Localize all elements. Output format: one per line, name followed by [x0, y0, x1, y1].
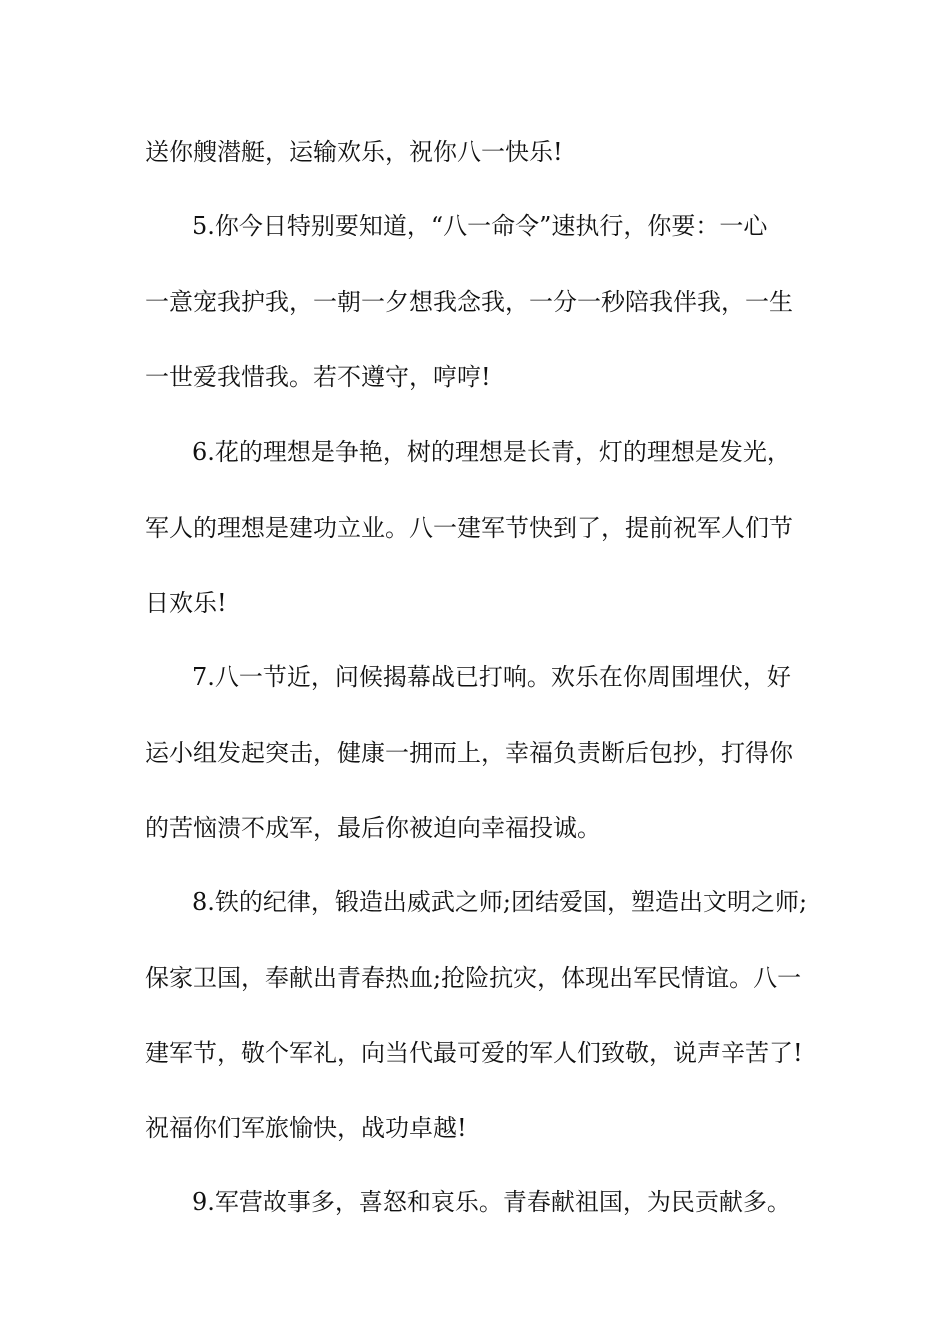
text-line: 祝福你们军旅愉快，战功卓越! [145, 1114, 467, 1142]
text-line: 运小组发起突击，健康一拥而上，幸福负责断后包抄，打得你 [145, 739, 793, 767]
text-line: 送你艘潜艇，运输欢乐，祝你八一快乐! [145, 138, 563, 166]
text-line: 建军节，敬个军礼，向当代最可爱的军人们致敬，说声辛苦了! [145, 1039, 803, 1067]
paragraph-7-start: 7.八一节近，问候揭幕战已打响。欢乐在你周围埋伏，好 [192, 663, 791, 691]
paragraph-5-start: 5.你今日特别要知道，“八一命令”速执行，你要：一心 [192, 212, 768, 240]
text-line: 的苦恼溃不成军，最后你被迫向幸福投诚。 [145, 814, 601, 842]
paragraph-6-start: 6.花的理想是争艳，树的理想是长青，灯的理想是发光， [192, 438, 791, 466]
text-line: 日欢乐! [145, 589, 227, 617]
text-line: 军人的理想是建功立业。八一建军节快到了，提前祝军人们节 [145, 514, 793, 542]
paragraph-9-start: 9.军营故事多，喜怒和哀乐。青春献祖国，为民贡献多。 [192, 1188, 791, 1216]
text-line: 一世爱我惜我。若不遵守，哼哼! [145, 363, 491, 391]
text-line: 一意宠我护我，一朝一夕想我念我，一分一秒陪我伴我，一生 [145, 288, 793, 316]
text-line: 保家卫国，奉献出青春热血;抢险抗灾，体现出军民情谊。八一 [145, 964, 802, 992]
paragraph-8-start: 8.铁的纪律，锻造出威武之师;团结爱国，塑造出文明之师; [192, 888, 808, 916]
